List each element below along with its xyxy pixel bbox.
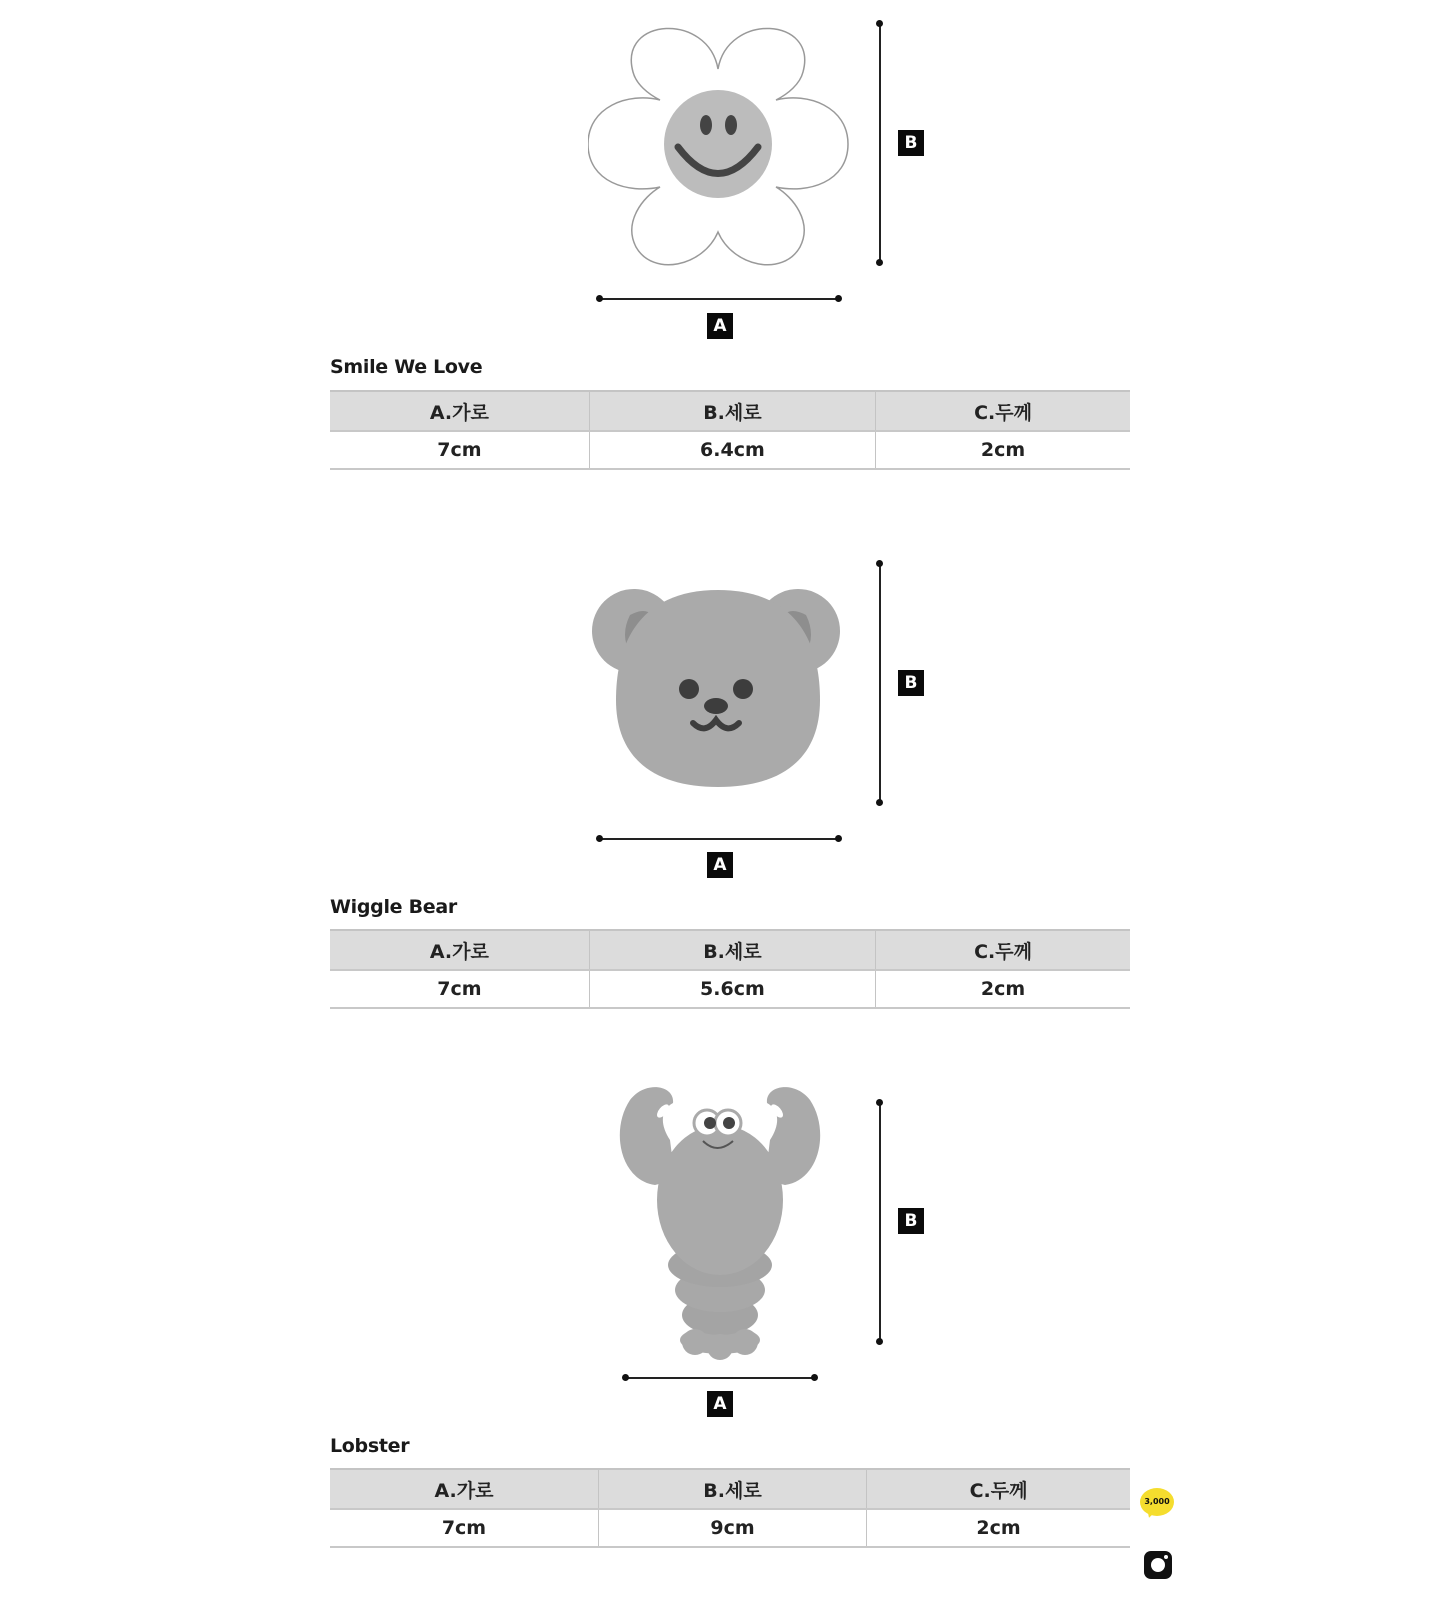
value-width: 7cm (330, 970, 589, 1008)
header-thickness: C.두께 (876, 930, 1130, 970)
header-width: A.가로 (330, 930, 589, 970)
header-width: A.가로 (330, 391, 589, 431)
value-thickness: 2cm (876, 431, 1130, 469)
table-header-row (330, 391, 1130, 431)
dimension-tag-a: A (707, 313, 733, 339)
value-height: 9cm (598, 1509, 866, 1547)
dimension-dot (835, 295, 842, 302)
header-height: B.세로 (589, 391, 875, 431)
size-table (330, 1468, 1130, 1548)
dimension-tag-b: B (898, 670, 924, 696)
height-dimension-line (879, 23, 881, 263)
header-width: A.가로 (330, 1469, 598, 1509)
header-height: B.세로 (598, 1469, 866, 1509)
camera-lens-icon (1151, 1558, 1165, 1572)
header-thickness: C.두께 (867, 1469, 1130, 1509)
table-row (330, 431, 1130, 469)
header-height: B.세로 (589, 930, 875, 970)
product-title: Smile We Love (330, 356, 483, 378)
kakao-badge-label: 3,000 (1144, 1497, 1170, 1506)
kakao-chat-badge-button[interactable] (1140, 1488, 1174, 1516)
dimension-dot (876, 1338, 883, 1345)
table-header-row (330, 1469, 1130, 1509)
table-row (330, 1509, 1130, 1547)
dimension-dot (835, 835, 842, 842)
dimension-tag-b: B (898, 130, 924, 156)
instagram-icon[interactable] (1144, 1551, 1172, 1579)
size-table (330, 390, 1130, 470)
value-height: 5.6cm (589, 970, 875, 1008)
height-dimension-line (879, 563, 881, 803)
camera-flash-icon (1164, 1555, 1168, 1559)
dimension-tag-b: B (898, 1208, 924, 1234)
dimension-dot (876, 560, 883, 567)
dimension-dot (596, 835, 603, 842)
height-dimension-line (879, 1102, 881, 1342)
width-dimension-line (625, 1377, 815, 1379)
dimension-tag-a: A (707, 852, 733, 878)
speech-bubble-tail-icon (1145, 1509, 1156, 1519)
size-table (330, 929, 1130, 1009)
dimension-dot (876, 259, 883, 266)
dimension-tag-a: A (707, 1391, 733, 1417)
dimension-dot (622, 1374, 629, 1381)
dimension-dot (811, 1374, 818, 1381)
product-title: Lobster (330, 1435, 410, 1457)
value-width: 7cm (330, 431, 589, 469)
width-dimension-line (599, 298, 839, 300)
lobster-illustration (615, 1085, 825, 1365)
smile-flower-illustration (588, 22, 852, 266)
value-height: 6.4cm (589, 431, 875, 469)
table-header-row (330, 930, 1130, 970)
value-thickness: 2cm (867, 1509, 1130, 1547)
width-dimension-line (599, 838, 839, 840)
product-title: Wiggle Bear (330, 896, 457, 918)
dimension-dot (876, 1099, 883, 1106)
dimension-dot (876, 799, 883, 806)
bear-face-illustration (590, 585, 846, 791)
value-width: 7cm (330, 1509, 598, 1547)
table-row (330, 970, 1130, 1008)
header-thickness: C.두께 (876, 391, 1130, 431)
dimension-dot (876, 20, 883, 27)
value-thickness: 2cm (876, 970, 1130, 1008)
dimension-dot (596, 295, 603, 302)
